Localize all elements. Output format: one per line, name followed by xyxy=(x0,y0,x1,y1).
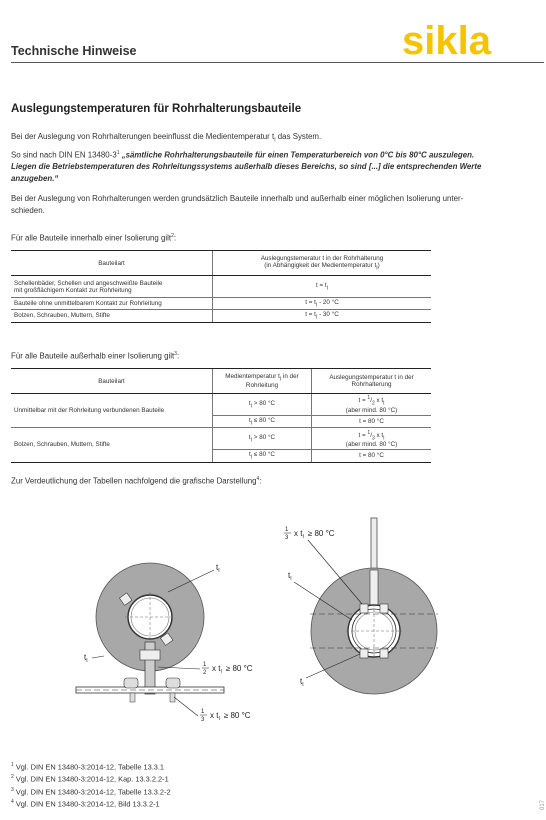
right-figure xyxy=(284,518,438,694)
svg-text:tI: $t_I$ xyxy=(288,571,292,582)
footnote-1: $^1$ Vgl. DIN EN 13480-3:2014-12, Tabelle 13.3.1 xyxy=(11,762,165,772)
table2-col-design: Auslegungstemperatur t in der Rohrhalterung xyxy=(312,369,432,394)
table-row: Unmittelbar mit der Rohrleitung verbundenen Bauteile $t_I > 80$ °C $t = ^1/_2$ x $t_I$ (aber mind. 80 °C) xyxy=(11,394,431,416)
footnote-2: $^2$ Vgl. DIN EN 13480-3:2014-12, Kap. 13.3.2.2-1 xyxy=(11,774,169,784)
svg-text:1: 1 xyxy=(201,709,205,715)
footnote-4: $^4$ Vgl. DIN EN 13480-3:2014-12, Bild 13.3.2-1 xyxy=(11,799,160,809)
footnote-3: $^3$ Vgl. DIN EN 13480-3:2014-12, Tabelle 13.3.2-2 xyxy=(11,786,171,797)
table-row: $t_I \le 80$ °C t = 80 °C xyxy=(11,416,431,428)
table-outside-insulation xyxy=(11,368,431,463)
table1-col-temp: Auslegungstemeratur t in der Rohrhalterung (in Abhängigkeit der Medientemperatur $t_I$) xyxy=(213,251,432,276)
table2-col-part: Bauteilart xyxy=(11,369,213,394)
table2-col-medium: Medientemperatur $t_I$ in der Rohrleitung xyxy=(213,369,312,394)
footnotes xyxy=(11,760,171,810)
paragraph-two: Bei der Auslegung von Rohrhalterungen werden grundsätzlich Bauteile innerhalb und außerhalb einer möglichen Isolierung unter- schieden. xyxy=(11,194,464,215)
table2-caption: Für alle Bauteile außerhalb einer Isolierung gilt$^3$: xyxy=(11,351,180,361)
svg-text:1: 1 xyxy=(203,662,207,668)
table-row: Bolzen, Schrauben, Muttern, Stifte $t = t_I - 30$ °C xyxy=(11,310,431,322)
table-inside-insulation xyxy=(11,250,431,323)
header-title: Technische Hinweise xyxy=(11,44,137,58)
page-number: 017 xyxy=(540,800,546,811)
table-row: Bolzen, Schrauben, Muttern, Stifte $t_I > 80$ °C $t = ^1/_3$ x $t_I$ (aber mind. 80 °C) xyxy=(11,428,431,450)
table-row: Schellenbäder, Schellen und angeschweißte Bauteile mit großflächigem Kontakt zur Rohrleitung $t = t_I$ xyxy=(11,276,431,298)
sikla-logo xyxy=(400,10,528,62)
svg-text:3: 3 xyxy=(201,717,205,723)
svg-text:x tI≥ 80 °C: x $t_I \ge 80$ °C xyxy=(212,664,253,675)
intro-paragraph: Bei der Auslegung von Rohrhalterungen beeinflusst die Medientemperatur $t_I$ das System. So sind nach DIN EN $13480-3^1$ „sämtliche Rohrhalterungsbauteile für einen Temperaturbereich von 0°C bis 80°C auszulegen. Liegen die Betriebstemperaturen des Rohrleitungssystems außerhalb dieses Bereichs, so sind [...] die entsprechenden Werte anzugeben.“ xyxy=(11,132,482,184)
svg-text:1: 1 xyxy=(285,527,289,533)
svg-text:tI: $t_I$ xyxy=(300,677,304,688)
pipe-support-diagram xyxy=(0,508,544,738)
logo-text: sikla xyxy=(402,19,491,63)
table-row: $t_I \le 80$ °C t = 80 °C xyxy=(11,450,431,462)
svg-text:3: 3 xyxy=(285,535,289,541)
diagram-caption: Zur Verdeutlichung der Tabellen nachfolgend die grafische Darstellung$^4$: xyxy=(11,476,262,486)
table1-caption: Für alle Bauteile innerhalb einer Isolierung gilt$^2$: xyxy=(11,233,177,243)
svg-text:tI: $t_I$ xyxy=(84,653,88,664)
svg-text:2: 2 xyxy=(203,670,207,676)
svg-text:x tI≥ 80 °C: x $t_I \ge 80$ °C xyxy=(210,711,251,722)
svg-text:x tI≥ 80 °C: x $t_I \ge 80$ °C xyxy=(294,529,335,540)
page-heading: Auslegungstemperaturen für Rohrhalterungsbauteile xyxy=(11,103,302,115)
svg-text:tI: $t_I$ xyxy=(216,563,220,574)
left-figure xyxy=(76,563,253,723)
table1-col-part: Bauteilart xyxy=(11,251,213,276)
table-row: Bauteile ohne unmittelbarem Kontakt zur Rohrleitung $t = t_I - 20$ °C xyxy=(11,298,431,310)
